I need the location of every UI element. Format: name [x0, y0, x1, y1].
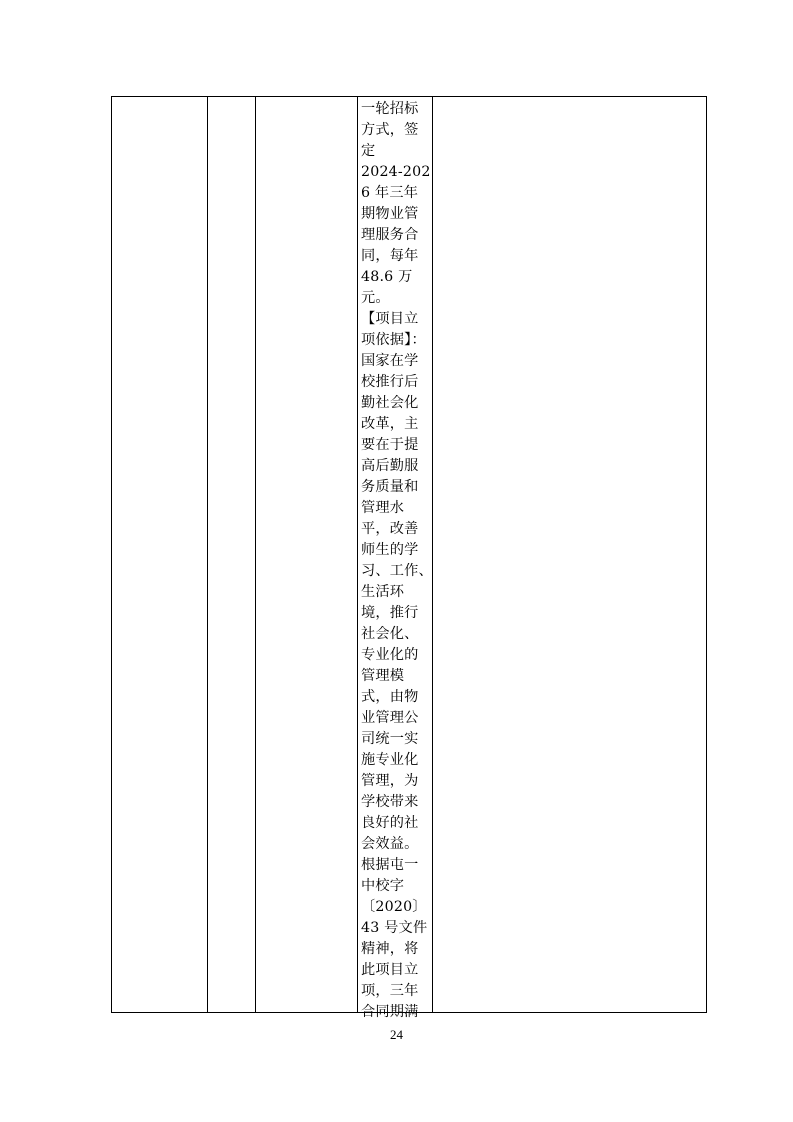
cell-text-line: 管理，为 [361, 773, 419, 789]
cell-text-line: 项，三年 [361, 983, 419, 999]
table-column-divider [255, 97, 256, 1012]
cell-text-line: 期物业管 [361, 206, 419, 222]
cell-text-line: 项依据】： [361, 332, 426, 348]
project-table [111, 96, 707, 1020]
cell-text-line: 6 年三年 [361, 185, 419, 201]
cell-text-line: 同，每年 [361, 248, 419, 264]
cell-text-line: 元。 [361, 290, 390, 306]
cell-text-line: 国家在学 [361, 353, 419, 369]
cell-text-line: 管理模 [361, 668, 405, 684]
cell-text-line: 精神，将 [361, 941, 419, 957]
cell-text-line: 平，改善 [361, 521, 419, 537]
cell-text-line: 2024-202 [361, 164, 431, 180]
cell-text-line: 会效益。 [361, 836, 419, 852]
cell-text-line: 合同期满 [361, 1004, 419, 1020]
table-column-divider [432, 97, 433, 1012]
cell-text-line: 48.6 万 [361, 269, 413, 285]
cell-text-line: 管理水 [361, 500, 405, 516]
cell-text-line: 〔2020〕 [361, 899, 427, 915]
cell-text-line: 社会化、 [361, 626, 419, 642]
cell-text-line: 此项目立 [361, 962, 419, 978]
cell-text-line: 业管理公 [361, 710, 419, 726]
project-description-cell [361, 99, 431, 1023]
table-column-divider [357, 97, 358, 1012]
cell-text-line: 改革，主 [361, 416, 419, 432]
cell-text-line: 要在于提 [361, 437, 419, 453]
cell-text-line: 理服务合 [361, 227, 419, 243]
cell-text-line: 式，由物 [361, 689, 419, 705]
cell-text-line: 施专业化 [361, 752, 419, 768]
cell-text-line: 中校字 [361, 878, 405, 894]
cell-text-line: 司统一实 [361, 731, 419, 747]
page-number: 24 [390, 1027, 403, 1042]
cell-text-line: 【项目立 [361, 311, 419, 327]
cell-text-line: 校推行后 [361, 374, 419, 390]
cell-text-line: 生活环 [361, 584, 405, 600]
cell-text-line: 境，推行 [361, 605, 419, 621]
cell-text-line: 43 号文件 [361, 920, 428, 936]
table-column-divider [207, 97, 208, 1012]
cell-text-line: 勤社会化 [361, 395, 419, 411]
cell-text-line: 一轮招标 [361, 101, 419, 117]
cell-text-line: 良好的社 [361, 815, 419, 831]
cell-text-line: 方式，签 [361, 122, 419, 138]
cell-text-line: 习、工作、 [361, 563, 433, 579]
cell-text-line: 高后勤服 [361, 458, 419, 474]
cell-text-line: 务质量和 [361, 479, 419, 495]
cell-text-line: 学校带来 [361, 794, 419, 810]
cell-text-line: 定 [361, 143, 376, 159]
cell-text-line: 专业化的 [361, 647, 419, 663]
cell-text-line: 根据屯一 [361, 857, 419, 873]
cell-text-line: 师生的学 [361, 542, 419, 558]
